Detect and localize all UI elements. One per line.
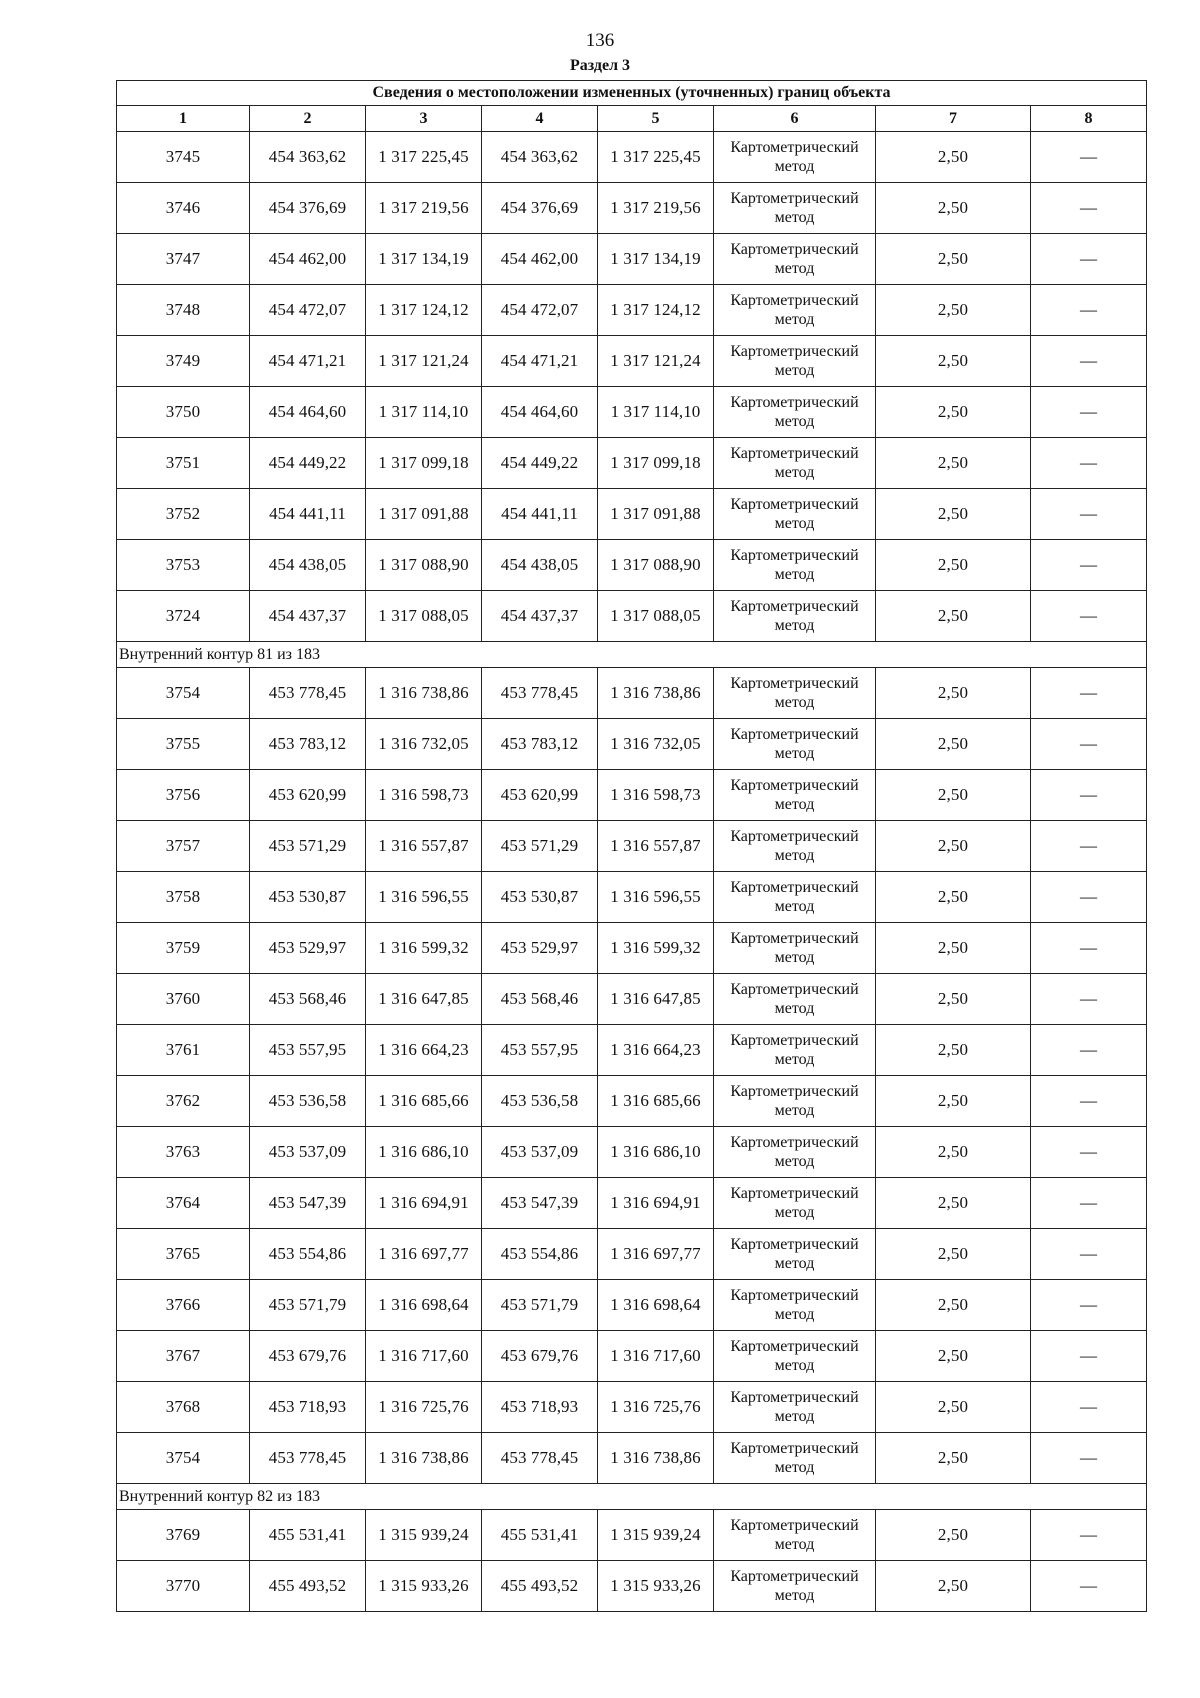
point-number-cell: 3766 [117, 1280, 250, 1331]
accuracy-cell: 2,50 [876, 285, 1031, 336]
point-number-cell: 3754 [117, 668, 250, 719]
x-old-cell: 453 620,99 [250, 770, 366, 821]
y-old-cell: 1 317 088,90 [366, 540, 482, 591]
note-cell: — [1031, 1510, 1147, 1561]
table-row [117, 1331, 1147, 1382]
table-row [117, 668, 1147, 719]
accuracy-cell: 2,50 [876, 234, 1031, 285]
accuracy-cell: 2,50 [876, 719, 1031, 770]
note-cell: — [1031, 132, 1147, 183]
y-old-cell: 1 316 557,87 [366, 821, 482, 872]
table-row [117, 1280, 1147, 1331]
point-number-cell: 3767 [117, 1331, 250, 1382]
x-old-cell: 453 679,76 [250, 1331, 366, 1382]
x-new-cell: 455 531,41 [482, 1510, 598, 1561]
point-number-cell: 3770 [117, 1561, 250, 1612]
x-old-cell: 454 363,62 [250, 132, 366, 183]
contour-label: Внутренний контур 81 из 183 [117, 642, 1147, 668]
method-cell: Картометрический метод [714, 1510, 876, 1561]
table-row [117, 974, 1147, 1025]
y-new-cell: 1 316 738,86 [598, 1433, 714, 1484]
note-cell: — [1031, 1331, 1147, 1382]
column-number: 3 [366, 106, 482, 132]
section-title: Раздел 3 [569, 57, 631, 74]
x-old-cell: 453 568,46 [250, 974, 366, 1025]
x-old-cell: 454 472,07 [250, 285, 366, 336]
table-row [117, 1510, 1147, 1561]
x-new-cell: 453 718,93 [482, 1382, 598, 1433]
y-old-cell: 1 316 738,86 [366, 668, 482, 719]
table-row [117, 438, 1147, 489]
y-new-cell: 1 315 933,26 [598, 1561, 714, 1612]
method-cell: Картометрический метод [714, 387, 876, 438]
table-row [117, 719, 1147, 770]
table-caption-row [117, 81, 1147, 106]
accuracy-cell: 2,50 [876, 923, 1031, 974]
y-new-cell: 1 316 557,87 [598, 821, 714, 872]
y-new-cell: 1 316 725,76 [598, 1382, 714, 1433]
note-cell: — [1031, 770, 1147, 821]
note-cell: — [1031, 1382, 1147, 1433]
x-old-cell: 454 462,00 [250, 234, 366, 285]
x-new-cell: 453 530,87 [482, 872, 598, 923]
accuracy-cell: 2,50 [876, 336, 1031, 387]
method-cell: Картометрический метод [714, 719, 876, 770]
note-cell: — [1031, 234, 1147, 285]
x-old-cell: 453 530,87 [250, 872, 366, 923]
y-new-cell: 1 316 697,77 [598, 1229, 714, 1280]
note-cell: — [1031, 285, 1147, 336]
y-new-cell: 1 317 088,90 [598, 540, 714, 591]
y-old-cell: 1 316 694,91 [366, 1178, 482, 1229]
y-new-cell: 1 317 225,45 [598, 132, 714, 183]
point-number-cell: 3745 [117, 132, 250, 183]
y-new-cell: 1 317 121,24 [598, 336, 714, 387]
point-number-cell: 3755 [117, 719, 250, 770]
x-old-cell: 454 464,60 [250, 387, 366, 438]
point-number-cell: 3751 [117, 438, 250, 489]
column-number: 6 [714, 106, 876, 132]
y-old-cell: 1 317 124,12 [366, 285, 482, 336]
table-row [117, 770, 1147, 821]
method-cell: Картометрический метод [714, 923, 876, 974]
point-number-cell: 3758 [117, 872, 250, 923]
y-new-cell: 1 316 599,32 [598, 923, 714, 974]
method-cell: Картометрический метод [714, 821, 876, 872]
y-old-cell: 1 317 219,56 [366, 183, 482, 234]
table-row [117, 1433, 1147, 1484]
accuracy-cell: 2,50 [876, 183, 1031, 234]
note-cell: — [1031, 1076, 1147, 1127]
contour-header-row [117, 642, 1147, 668]
point-number-cell: 3757 [117, 821, 250, 872]
point-number-cell: 3752 [117, 489, 250, 540]
x-new-cell: 453 679,76 [482, 1331, 598, 1382]
column-number: 2 [250, 106, 366, 132]
method-cell: Картометрический метод [714, 1025, 876, 1076]
note-cell: — [1031, 821, 1147, 872]
y-old-cell: 1 316 685,66 [366, 1076, 482, 1127]
y-new-cell: 1 317 088,05 [598, 591, 714, 642]
point-number-cell: 3760 [117, 974, 250, 1025]
y-old-cell: 1 315 939,24 [366, 1510, 482, 1561]
accuracy-cell: 2,50 [876, 668, 1031, 719]
x-old-cell: 454 471,21 [250, 336, 366, 387]
y-new-cell: 1 316 647,85 [598, 974, 714, 1025]
point-number-cell: 3754 [117, 1433, 250, 1484]
table-row [117, 1561, 1147, 1612]
accuracy-cell: 2,50 [876, 770, 1031, 821]
note-cell: — [1031, 489, 1147, 540]
method-cell: Картометрический метод [714, 1076, 876, 1127]
x-old-cell: 453 571,29 [250, 821, 366, 872]
point-number-cell: 3756 [117, 770, 250, 821]
table-row [117, 1127, 1147, 1178]
point-number-cell: 3724 [117, 591, 250, 642]
table-row [117, 183, 1147, 234]
accuracy-cell: 2,50 [876, 1510, 1031, 1561]
table-row [117, 1025, 1147, 1076]
y-old-cell: 1 316 697,77 [366, 1229, 482, 1280]
x-new-cell: 454 437,37 [482, 591, 598, 642]
x-new-cell: 453 783,12 [482, 719, 598, 770]
method-cell: Картометрический метод [714, 1331, 876, 1382]
x-new-cell: 453 778,45 [482, 1433, 598, 1484]
table-caption: Сведения о местоположении измененных (уточненных) границ объекта [117, 81, 1147, 106]
y-old-cell: 1 316 686,10 [366, 1127, 482, 1178]
table-body [117, 81, 1147, 1612]
method-cell: Картометрический метод [714, 1433, 876, 1484]
accuracy-cell: 2,50 [876, 1229, 1031, 1280]
point-number-cell: 3764 [117, 1178, 250, 1229]
contour-label: Внутренний контур 82 из 183 [117, 1484, 1147, 1510]
table-row [117, 1178, 1147, 1229]
method-cell: Картометрический метод [714, 974, 876, 1025]
boundary-coordinates-table [116, 80, 1147, 1612]
y-old-cell: 1 316 598,73 [366, 770, 482, 821]
x-new-cell: 453 554,86 [482, 1229, 598, 1280]
y-new-cell: 1 316 685,66 [598, 1076, 714, 1127]
accuracy-cell: 2,50 [876, 872, 1031, 923]
method-cell: Картометрический метод [714, 872, 876, 923]
accuracy-cell: 2,50 [876, 1076, 1031, 1127]
y-old-cell: 1 316 599,32 [366, 923, 482, 974]
x-new-cell: 454 441,11 [482, 489, 598, 540]
x-old-cell: 454 437,37 [250, 591, 366, 642]
accuracy-cell: 2,50 [876, 1280, 1031, 1331]
x-new-cell: 453 536,58 [482, 1076, 598, 1127]
x-new-cell: 455 493,52 [482, 1561, 598, 1612]
method-cell: Картометрический метод [714, 1561, 876, 1612]
point-number-cell: 3753 [117, 540, 250, 591]
contour-header-row [117, 1484, 1147, 1510]
point-number-cell: 3759 [117, 923, 250, 974]
point-number-cell: 3763 [117, 1127, 250, 1178]
table-row [117, 923, 1147, 974]
accuracy-cell: 2,50 [876, 591, 1031, 642]
method-cell: Картометрический метод [714, 1229, 876, 1280]
x-new-cell: 454 472,07 [482, 285, 598, 336]
note-cell: — [1031, 668, 1147, 719]
method-cell: Картометрический метод [714, 336, 876, 387]
y-new-cell: 1 316 717,60 [598, 1331, 714, 1382]
x-old-cell: 453 547,39 [250, 1178, 366, 1229]
accuracy-cell: 2,50 [876, 132, 1031, 183]
table-row [117, 285, 1147, 336]
y-old-cell: 1 316 725,76 [366, 1382, 482, 1433]
x-new-cell: 453 568,46 [482, 974, 598, 1025]
x-old-cell: 453 778,45 [250, 668, 366, 719]
accuracy-cell: 2,50 [876, 1433, 1031, 1484]
note-cell: — [1031, 1229, 1147, 1280]
accuracy-cell: 2,50 [876, 489, 1031, 540]
point-number-cell: 3762 [117, 1076, 250, 1127]
point-number-cell: 3747 [117, 234, 250, 285]
y-new-cell: 1 316 598,73 [598, 770, 714, 821]
method-cell: Картометрический метод [714, 183, 876, 234]
table-row [117, 872, 1147, 923]
y-old-cell: 1 316 717,60 [366, 1331, 482, 1382]
x-new-cell: 454 471,21 [482, 336, 598, 387]
accuracy-cell: 2,50 [876, 438, 1031, 489]
note-cell: — [1031, 1561, 1147, 1612]
x-new-cell: 454 438,05 [482, 540, 598, 591]
note-cell: — [1031, 923, 1147, 974]
x-old-cell: 453 783,12 [250, 719, 366, 770]
x-old-cell: 455 531,41 [250, 1510, 366, 1561]
point-number-cell: 3749 [117, 336, 250, 387]
y-old-cell: 1 317 088,05 [366, 591, 482, 642]
y-new-cell: 1 317 091,88 [598, 489, 714, 540]
table-row [117, 821, 1147, 872]
table-row [117, 1382, 1147, 1433]
y-old-cell: 1 316 664,23 [366, 1025, 482, 1076]
y-old-cell: 1 316 698,64 [366, 1280, 482, 1331]
method-cell: Картометрический метод [714, 438, 876, 489]
note-cell: — [1031, 1178, 1147, 1229]
y-old-cell: 1 317 121,24 [366, 336, 482, 387]
y-new-cell: 1 316 596,55 [598, 872, 714, 923]
y-old-cell: 1 316 596,55 [366, 872, 482, 923]
x-new-cell: 454 462,00 [482, 234, 598, 285]
x-new-cell: 453 778,45 [482, 668, 598, 719]
column-number: 5 [598, 106, 714, 132]
column-number-row [117, 106, 1147, 132]
y-new-cell: 1 316 698,64 [598, 1280, 714, 1331]
note-cell: — [1031, 540, 1147, 591]
column-number: 7 [876, 106, 1031, 132]
accuracy-cell: 2,50 [876, 1331, 1031, 1382]
accuracy-cell: 2,50 [876, 1025, 1031, 1076]
x-old-cell: 453 536,58 [250, 1076, 366, 1127]
method-cell: Картометрический метод [714, 1382, 876, 1433]
y-new-cell: 1 317 124,12 [598, 285, 714, 336]
x-old-cell: 455 493,52 [250, 1561, 366, 1612]
point-number-cell: 3769 [117, 1510, 250, 1561]
table-row [117, 1076, 1147, 1127]
table-row [117, 336, 1147, 387]
page-number: 136 [585, 30, 615, 51]
x-old-cell: 453 557,95 [250, 1025, 366, 1076]
note-cell: — [1031, 1280, 1147, 1331]
accuracy-cell: 2,50 [876, 1382, 1031, 1433]
method-cell: Картометрический метод [714, 1178, 876, 1229]
point-number-cell: 3768 [117, 1382, 250, 1433]
note-cell: — [1031, 438, 1147, 489]
method-cell: Картометрический метод [714, 489, 876, 540]
y-old-cell: 1 317 099,18 [366, 438, 482, 489]
note-cell: — [1031, 1433, 1147, 1484]
point-number-cell: 3748 [117, 285, 250, 336]
note-cell: — [1031, 1025, 1147, 1076]
y-new-cell: 1 315 939,24 [598, 1510, 714, 1561]
x-old-cell: 453 554,86 [250, 1229, 366, 1280]
column-number: 4 [482, 106, 598, 132]
x-old-cell: 454 441,11 [250, 489, 366, 540]
y-old-cell: 1 316 738,86 [366, 1433, 482, 1484]
x-old-cell: 454 438,05 [250, 540, 366, 591]
y-old-cell: 1 317 114,10 [366, 387, 482, 438]
y-new-cell: 1 316 694,91 [598, 1178, 714, 1229]
accuracy-cell: 2,50 [876, 974, 1031, 1025]
x-new-cell: 454 449,22 [482, 438, 598, 489]
x-new-cell: 454 464,60 [482, 387, 598, 438]
x-old-cell: 454 449,22 [250, 438, 366, 489]
table-row [117, 540, 1147, 591]
x-old-cell: 453 537,09 [250, 1127, 366, 1178]
y-new-cell: 1 317 134,19 [598, 234, 714, 285]
y-new-cell: 1 316 732,05 [598, 719, 714, 770]
accuracy-cell: 2,50 [876, 1127, 1031, 1178]
method-cell: Картометрический метод [714, 668, 876, 719]
note-cell: — [1031, 974, 1147, 1025]
method-cell: Картометрический метод [714, 285, 876, 336]
y-new-cell: 1 316 664,23 [598, 1025, 714, 1076]
accuracy-cell: 2,50 [876, 387, 1031, 438]
table-row [117, 489, 1147, 540]
method-cell: Картометрический метод [714, 540, 876, 591]
accuracy-cell: 2,50 [876, 1561, 1031, 1612]
y-old-cell: 1 316 732,05 [366, 719, 482, 770]
note-cell: — [1031, 387, 1147, 438]
y-old-cell: 1 317 225,45 [366, 132, 482, 183]
method-cell: Картометрический метод [714, 132, 876, 183]
x-old-cell: 453 529,97 [250, 923, 366, 974]
y-new-cell: 1 316 738,86 [598, 668, 714, 719]
x-new-cell: 453 537,09 [482, 1127, 598, 1178]
x-old-cell: 453 778,45 [250, 1433, 366, 1484]
note-cell: — [1031, 872, 1147, 923]
y-old-cell: 1 317 091,88 [366, 489, 482, 540]
accuracy-cell: 2,50 [876, 540, 1031, 591]
x-new-cell: 454 376,69 [482, 183, 598, 234]
point-number-cell: 3750 [117, 387, 250, 438]
table-row [117, 132, 1147, 183]
x-new-cell: 453 571,79 [482, 1280, 598, 1331]
y-new-cell: 1 317 114,10 [598, 387, 714, 438]
note-cell: — [1031, 336, 1147, 387]
method-cell: Картометрический метод [714, 1127, 876, 1178]
table-row [117, 1229, 1147, 1280]
y-new-cell: 1 317 219,56 [598, 183, 714, 234]
column-number: 8 [1031, 106, 1147, 132]
point-number-cell: 3765 [117, 1229, 250, 1280]
note-cell: — [1031, 591, 1147, 642]
column-number: 1 [117, 106, 250, 132]
accuracy-cell: 2,50 [876, 821, 1031, 872]
note-cell: — [1031, 719, 1147, 770]
x-new-cell: 454 363,62 [482, 132, 598, 183]
x-new-cell: 453 571,29 [482, 821, 598, 872]
method-cell: Картометрический метод [714, 234, 876, 285]
y-old-cell: 1 317 134,19 [366, 234, 482, 285]
table-row [117, 591, 1147, 642]
method-cell: Картометрический метод [714, 770, 876, 821]
x-old-cell: 454 376,69 [250, 183, 366, 234]
method-cell: Картометрический метод [714, 1280, 876, 1331]
y-old-cell: 1 316 647,85 [366, 974, 482, 1025]
table-row [117, 387, 1147, 438]
y-old-cell: 1 315 933,26 [366, 1561, 482, 1612]
accuracy-cell: 2,50 [876, 1178, 1031, 1229]
y-new-cell: 1 316 686,10 [598, 1127, 714, 1178]
note-cell: — [1031, 1127, 1147, 1178]
point-number-cell: 3761 [117, 1025, 250, 1076]
x-new-cell: 453 529,97 [482, 923, 598, 974]
table-row [117, 234, 1147, 285]
x-old-cell: 453 571,79 [250, 1280, 366, 1331]
note-cell: — [1031, 183, 1147, 234]
x-new-cell: 453 547,39 [482, 1178, 598, 1229]
y-new-cell: 1 317 099,18 [598, 438, 714, 489]
x-new-cell: 453 557,95 [482, 1025, 598, 1076]
point-number-cell: 3746 [117, 183, 250, 234]
x-old-cell: 453 718,93 [250, 1382, 366, 1433]
x-new-cell: 453 620,99 [482, 770, 598, 821]
method-cell: Картометрический метод [714, 591, 876, 642]
